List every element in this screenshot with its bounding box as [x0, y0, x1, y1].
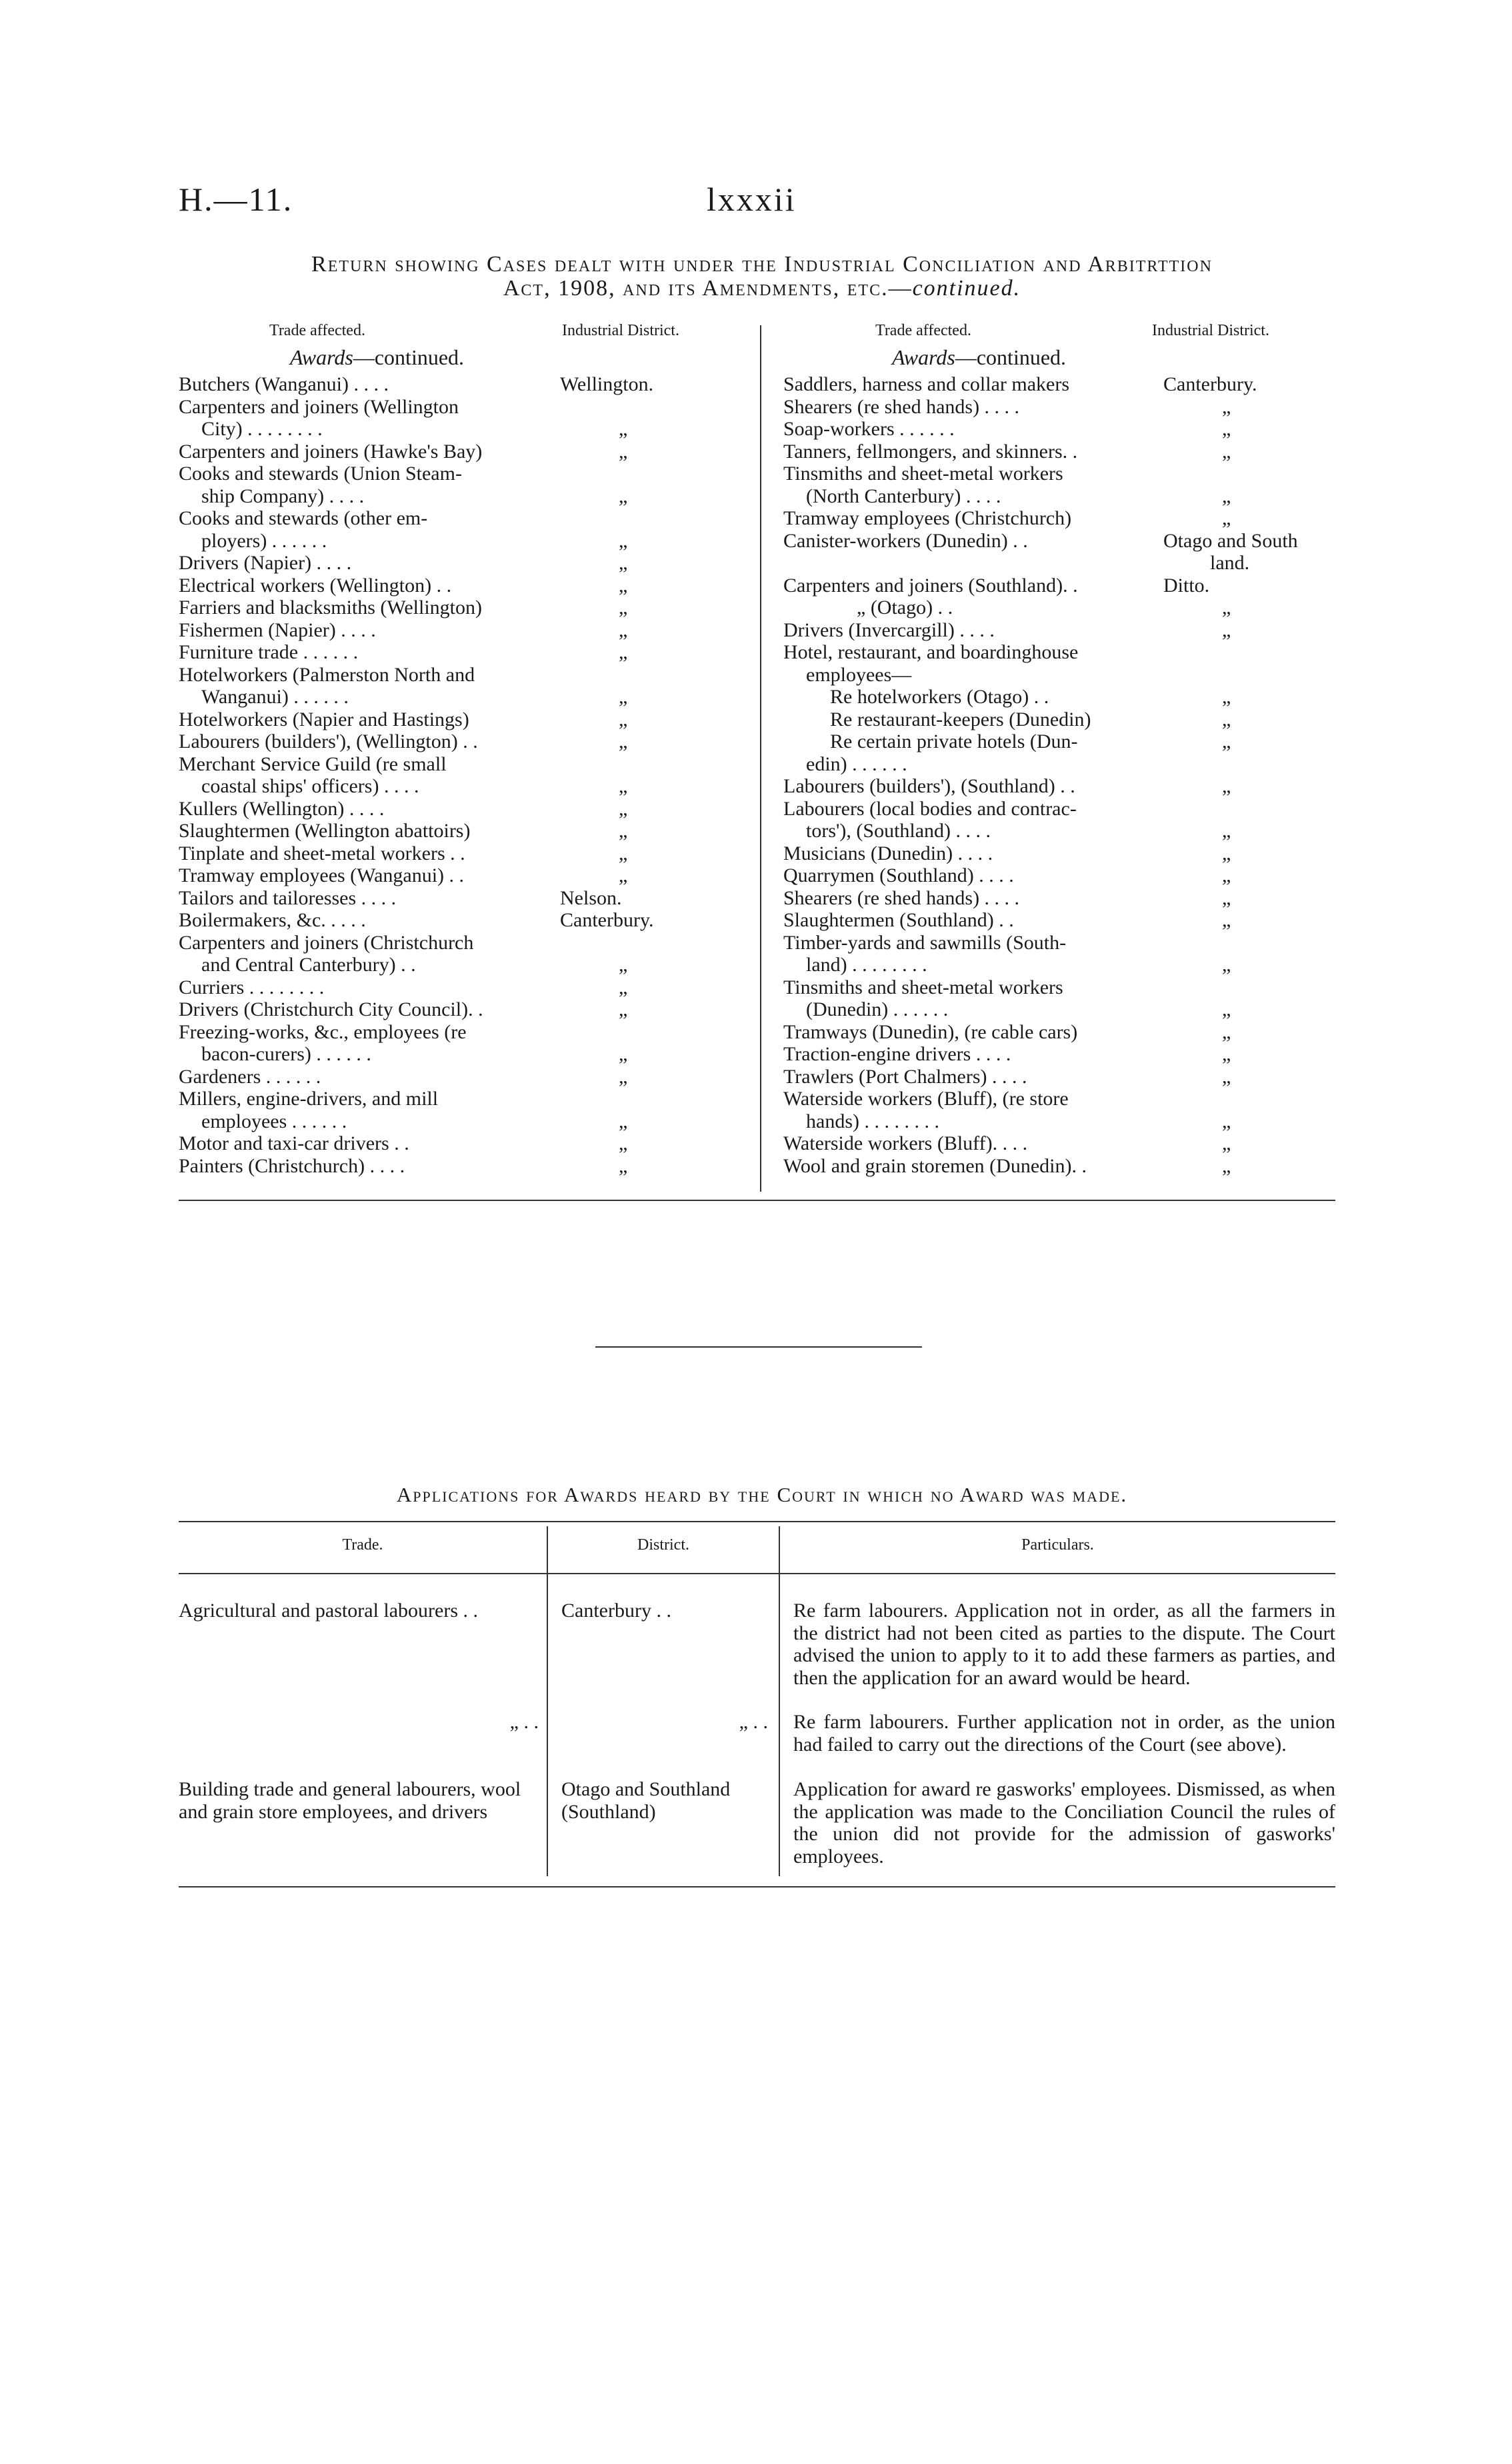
left-trade-item: Carpenters and joiners (Christchurch	[179, 931, 474, 954]
applications-row-1-trade: Agricultural and pastoral labourers . .	[179, 1600, 479, 1622]
right-district-item	[1163, 1088, 1343, 1110]
right-district-item: „	[1222, 618, 1231, 641]
right-district-item: „	[1222, 1110, 1231, 1132]
left-district-item: „	[619, 485, 628, 507]
left-trade-item: ployers) . . . . . .	[201, 529, 327, 552]
awards-center-divider	[760, 325, 761, 1192]
right-trade-item: Quarrymen (Southland) . . . .	[783, 864, 1014, 886]
right-district-item: land.	[1210, 552, 1250, 574]
right-district-item: „	[1222, 886, 1231, 909]
applications-row-3-district: Otago and Southland (Southland)	[561, 1778, 731, 1823]
left-district-item: „	[619, 440, 628, 463]
right-trade-item: Tramways (Dunedin), (re cable cars)	[783, 1020, 1078, 1043]
left-district-item: Nelson.	[560, 886, 622, 909]
left-district-item: „	[619, 574, 628, 597]
right-district-item: „	[1222, 1043, 1231, 1065]
section-separator	[595, 1346, 922, 1348]
right-district-item: „	[1222, 775, 1231, 797]
right-trade-item: Wool and grain storemen (Dunedin). .	[783, 1154, 1087, 1177]
right-trade-item: (Dunedin) . . . . . .	[806, 998, 949, 1020]
left-district-item	[560, 664, 740, 686]
applications-col-district-header: District.	[637, 1536, 689, 1554]
left-district-item: „	[619, 1132, 628, 1154]
left-district-item: „	[619, 820, 628, 842]
left-trade-item: Drivers (Napier) . . . .	[179, 552, 352, 574]
right-trade-item: Drivers (Invercargill) . . . .	[783, 618, 995, 641]
left-district-item: „	[619, 797, 628, 820]
right-district-item: „	[1222, 909, 1231, 931]
left-trade-item: Tailors and tailoresses . . . .	[179, 886, 397, 909]
right-trade-item: hands) . . . . . . . .	[806, 1110, 939, 1132]
applications-col-particulars-header: Particulars.	[1021, 1536, 1094, 1554]
left-trade-item: City) . . . . . . . .	[201, 418, 323, 440]
right-trade-item: Tinsmiths and sheet-metal workers	[783, 463, 1063, 485]
right-trade-item: land) . . . . . . . .	[806, 954, 927, 976]
right-district-item	[1163, 463, 1343, 485]
left-district-item: „	[619, 1154, 628, 1177]
left-district-item: „	[619, 976, 628, 998]
left-subheading-awards: Awards	[290, 345, 353, 369]
right-district-item	[1163, 753, 1343, 776]
left-district-item: „	[619, 1065, 628, 1088]
left-district-item: „	[619, 529, 628, 552]
right-trade-item: Timber-yards and sawmills (South-	[783, 931, 1067, 954]
right-district-item	[1163, 641, 1343, 664]
left-district-item: „	[619, 1110, 628, 1132]
right-trade-item: Tanners, fellmongers, and skinners. .	[783, 440, 1078, 463]
awards-bottom-rule	[179, 1200, 1335, 1201]
applications-row-3-trade: Building trade and general labourers, wool and grain store employees, and drivers	[179, 1778, 521, 1823]
left-trade-item: employees . . . . . .	[201, 1110, 347, 1132]
applications-row-1-particulars: Re farm labourers. Application not in order, as all the farmers in the district had not been cited as parties to the dispute. The Court advised the union to apply to it to add these farmers as parties, and then the application for an award would be heard.	[793, 1600, 1335, 1689]
left-trades-list	[179, 373, 542, 1177]
right-col-district-header: Industrial District.	[1152, 322, 1269, 339]
return-title-line1: Return showing Cases dealt with under the Industrial Conciliation and Arbitrttion	[311, 252, 1213, 277]
right-district-item: Canterbury.	[1163, 373, 1257, 395]
right-district-item	[1163, 664, 1343, 686]
left-trade-item: and Central Canterbury) . .	[201, 954, 416, 976]
right-district-item: „	[1222, 998, 1231, 1020]
right-district-item: „	[1222, 864, 1231, 886]
right-district-item: „	[1222, 597, 1231, 618]
right-district-item: „	[1222, 708, 1231, 730]
left-trade-item: ship Company) . . . .	[201, 485, 365, 507]
left-trade-item: Curriers . . . . . . . .	[179, 976, 325, 998]
right-district-item: Ditto.	[1163, 574, 1210, 597]
page-number: lxxxii	[707, 181, 797, 218]
applications-row-2-trade: „ . .	[509, 1711, 539, 1733]
right-district-item: „	[1222, 686, 1231, 708]
left-district-item: Canterbury.	[560, 909, 654, 931]
left-district-item: „	[619, 552, 628, 574]
left-trade-item: Motor and taxi-car drivers . .	[179, 1132, 409, 1154]
right-subheading-awards: Awards	[892, 345, 955, 369]
left-trade-item: Butchers (Wanganui) . . . .	[179, 373, 389, 395]
left-district-item: „	[619, 864, 628, 886]
left-district-item	[560, 1088, 740, 1110]
left-district-item: „	[619, 775, 628, 797]
left-district-item	[560, 1021, 740, 1044]
left-trade-item: Hotelworkers (Napier and Hastings)	[179, 708, 469, 730]
right-trade-item: Re hotelworkers (Otago) . .	[830, 686, 1049, 708]
right-district-item	[1163, 798, 1343, 820]
left-district-item: „	[619, 641, 628, 663]
left-trade-item: Electrical workers (Wellington) . .	[179, 574, 452, 597]
right-trade-item: Carpenters and joiners (Southland). .	[783, 574, 1078, 597]
left-col-trade-header: Trade affected.	[269, 322, 365, 339]
left-subheading-continued: —continued.	[353, 345, 465, 369]
left-trade-item: Farriers and blacksmiths (Wellington)	[179, 597, 482, 618]
left-trade-item: Drivers (Christchurch City Council). .	[179, 998, 483, 1020]
left-district-item	[560, 463, 740, 485]
right-trade-item: Labourers (builders'), (Southland) . .	[783, 775, 1075, 797]
left-trade-item: Painters (Christchurch) . . . .	[179, 1154, 405, 1177]
right-districts-list	[1163, 373, 1343, 1177]
right-trade-item: Musicians (Dunedin) . . . .	[783, 842, 993, 864]
left-trade-item: Wanganui) . . . . . .	[201, 686, 349, 708]
left-trade-item: Kullers (Wellington) . . . .	[179, 797, 385, 820]
left-district-item: „	[619, 597, 628, 618]
right-col-trade-header: Trade affected.	[875, 322, 971, 339]
left-trade-item: Cooks and stewards (other em-	[179, 507, 428, 529]
right-district-item: „	[1222, 842, 1231, 864]
right-trade-item: Trawlers (Port Chalmers) . . . .	[783, 1065, 1027, 1088]
right-trade-item: Traction-engine drivers . . . .	[783, 1043, 1011, 1065]
right-district-item	[1163, 976, 1343, 999]
left-trade-item: coastal ships' officers) . . . .	[201, 775, 419, 797]
right-district-item: „	[1222, 395, 1231, 418]
right-district-item	[1163, 932, 1343, 954]
left-district-item: „	[619, 730, 628, 752]
left-subheading	[290, 345, 464, 370]
left-trade-item: Boilermakers, &c. . . . .	[179, 909, 366, 931]
applications-row-2-particulars: Re farm labourers. Further application not in order, as the union had failed to carry out the directions of the Court (see above).	[793, 1711, 1335, 1756]
left-district-item: „	[619, 618, 628, 641]
applications-header-rule	[179, 1573, 1335, 1574]
left-trade-item: Freezing-works, &c., employees (re	[179, 1020, 467, 1043]
right-trade-item: tors'), (Southland) . . . .	[806, 820, 991, 842]
left-district-item	[560, 753, 740, 776]
right-subheading	[892, 345, 1066, 370]
right-trade-item: Soap-workers . . . . . .	[783, 418, 955, 440]
left-district-item	[560, 396, 740, 419]
left-trade-item: Furniture trade . . . . . .	[179, 641, 359, 663]
right-subheading-continued: —continued.	[955, 345, 1067, 369]
left-district-item: „	[619, 686, 628, 708]
left-districts-list	[560, 373, 740, 1177]
applications-divider-2	[779, 1526, 780, 1876]
left-trade-item: Millers, engine-drivers, and mill	[179, 1088, 439, 1110]
right-trade-item: Shearers (re shed hands) . . . .	[783, 886, 1020, 909]
right-trade-item: Slaughtermen (Southland) . .	[783, 909, 1014, 931]
right-trade-item: Re certain private hotels (Dun-	[830, 730, 1078, 752]
left-district-item	[560, 932, 740, 954]
left-trade-item: Labourers (builders'), (Wellington) . .	[179, 730, 478, 752]
applications-row-3-particulars: Application for award re gasworks' employees. Dismissed, as when the application was made to the Conciliation Council the rules of the union did not provide for the admission of gasworks' employees.	[793, 1778, 1335, 1867]
right-district-item: „	[1222, 507, 1231, 529]
right-trades-list	[783, 373, 1143, 1177]
right-trade-item: Labourers (local bodies and contrac-	[783, 797, 1077, 820]
right-trade-item: Hotel, restaurant, and boardinghouse	[783, 641, 1079, 663]
left-trade-item: Merchant Service Guild (re small	[179, 752, 447, 775]
left-district-item	[560, 507, 740, 530]
right-district-item: „	[1222, 730, 1231, 752]
right-trade-item	[783, 552, 1143, 575]
right-district-item: „	[1222, 954, 1231, 976]
left-trade-item: Slaughtermen (Wellington abattoirs)	[179, 820, 471, 842]
left-district-item: „	[619, 1043, 628, 1065]
left-trade-item: Fishermen (Napier) . . . .	[179, 618, 376, 641]
left-trade-item: Tinplate and sheet-metal workers . .	[179, 842, 465, 864]
right-trade-item: Shearers (re shed hands) . . . .	[783, 395, 1020, 418]
left-district-item: „	[619, 708, 628, 730]
left-district-item: „	[619, 954, 628, 976]
return-title-line2-text: Act, 1908, and its Amendments, etc.—	[503, 276, 913, 301]
right-district-item: „	[1222, 440, 1231, 463]
right-district-item: „	[1222, 1065, 1231, 1088]
left-trade-item: bacon-curers) . . . . . .	[201, 1043, 371, 1065]
applications-title: Applications for Awards heard by the Court in which no Award was made.	[396, 1483, 1128, 1506]
right-district-item: „	[1222, 1020, 1231, 1043]
left-trade-item: Carpenters and joiners (Wellington	[179, 395, 459, 418]
left-trade-item: Hotelworkers (Palmerston North and	[179, 663, 475, 686]
right-trade-item: Canister-workers (Dunedin) . .	[783, 529, 1028, 552]
applications-divider-1	[547, 1526, 548, 1876]
left-col-district-header: Industrial District.	[562, 322, 679, 339]
right-district-item: „	[1222, 1132, 1231, 1154]
right-trade-item: (North Canterbury) . . . .	[806, 485, 1001, 507]
applications-top-rule	[179, 1521, 1335, 1522]
right-trade-item: Waterside workers (Bluff). . . .	[783, 1132, 1028, 1154]
left-trade-item: Tramway employees (Wanganui) . .	[179, 864, 465, 886]
right-district-item: „	[1222, 1154, 1231, 1177]
right-trade-item: Tinsmiths and sheet-metal workers	[783, 976, 1063, 998]
page-reference: H.—11.	[179, 181, 293, 218]
right-trade-item: Saddlers, harness and collar makers	[783, 373, 1070, 395]
right-trade-item: employees—	[806, 663, 912, 686]
right-district-item: „	[1222, 418, 1231, 440]
left-trade-item: Gardeners . . . . . .	[179, 1065, 321, 1088]
right-trade-item: Waterside workers (Bluff), (re store	[783, 1088, 1069, 1110]
left-district-item: „	[619, 842, 628, 864]
left-district-item: „	[619, 998, 628, 1020]
right-trade-item: edin) . . . . . .	[806, 752, 907, 775]
return-title-line2	[179, 276, 1345, 301]
left-trade-item: Carpenters and joiners (Hawke's Bay)	[179, 440, 483, 463]
applications-row-2-district: „ . .	[739, 1711, 768, 1733]
applications-row-1-district: Canterbury . .	[561, 1600, 671, 1622]
right-district-item: Otago and South	[1163, 529, 1298, 552]
right-district-item: „	[1222, 820, 1231, 842]
applications-bottom-rule	[179, 1886, 1335, 1887]
right-district-item: „	[1222, 485, 1231, 507]
right-trade-item: „ (Otago) . .	[857, 597, 953, 618]
right-trade-item: Re restaurant-keepers (Dunedin)	[830, 708, 1091, 730]
left-trade-item: Cooks and stewards (Union Steam-	[179, 463, 462, 485]
left-district-item: „	[619, 418, 628, 440]
left-district-item: Wellington.	[560, 373, 654, 395]
right-trade-item: Tramway employees (Christchurch)	[783, 507, 1072, 529]
return-title-continued: continued.	[912, 276, 1021, 301]
applications-col-trade-header: Trade.	[342, 1536, 383, 1554]
